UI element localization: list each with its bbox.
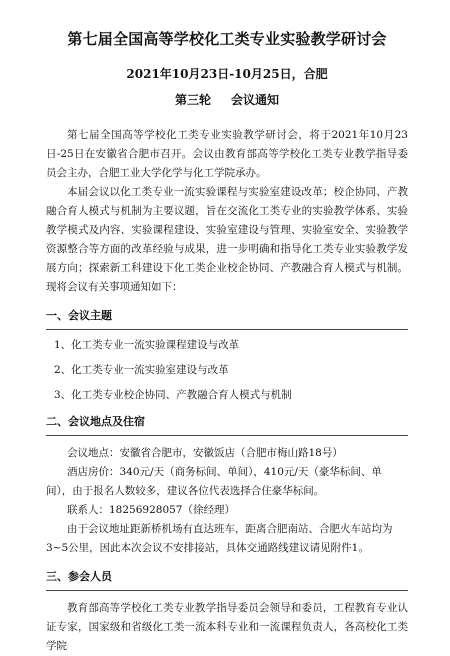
section-divider [46, 329, 408, 330]
intro-paragraph-2: 本届会议以化工类专业一流实验课程与实验室建设改革；校企协同、产教融合育人模式与机制为主要议题，旨在交流化工类专业的实验教学体系、实验教学模式及内容、实验课程建设、实验室建设与管理、实验室安全、实验教学资源整合等方面的改革经验与成果，进一步明确和指导化工类专业实验教学发展方向；探索新工科建设下化工类企业校企协同、产教融合育人模式与机制。现将会议有关事项通知如下： [46, 186, 408, 293]
transport-note: 由于会议地址距新桥机场有直达班车，距离合肥南站、合肥火车站均为3~5公里，因此本次会议不安排接站，具体交通路线建议请见附件1。 [46, 523, 393, 554]
hotel-price: 酒店房价：340元/天（商务标间、单间），410元/天（豪华标间、单间），由于报名人数较多，建议各位代表选择合住豪华标间。 [46, 466, 382, 497]
notice-label: 会议通知 [231, 93, 280, 107]
theme-item: 3、化工类专业校企协同、产教融合育人模式与机制 [54, 389, 292, 401]
contact-person: 联系人：18256928057（徐经理） [67, 504, 235, 516]
section-divider [46, 435, 408, 436]
document-page [0, 28, 450, 652]
section-heading-theme: 一、会议主题 [46, 309, 112, 322]
intro-paragraph-1: 第七届全国高等学校化工类专业实验教学研讨会，将于2021年10月23日-25日在安徽省合肥市召开。会议由教育部高等学校化工类专业教学指导委员会主办，合肥工业大学化学与化工学院承办。 [46, 129, 408, 179]
round-label: 第三轮 [174, 93, 211, 107]
document-title: 第七届全国高等学校化工类专业实验教学研讨会 [67, 30, 387, 48]
notice-heading [46, 91, 408, 108]
attendees-text: 教育部高等学校化工类专业教学指导委员会领导和委员，工程教育专业认证专家，国家级和省级化工类一流本科专业和一流课程负责人，各高校化工类学院 [46, 602, 408, 652]
section-heading-venue: 二、会议地点及住宿 [46, 415, 145, 428]
venue-location: 会议地点：安徽省合肥市，安徽饭店（合肥市梅山路18号） [67, 447, 343, 459]
section-divider [46, 590, 408, 591]
theme-item: 2、化工类专业一流实验室建设与改革 [54, 364, 229, 376]
section-heading-attendees: 三、参会人员 [46, 570, 112, 583]
date-place: 2021年10月23日-10月25日，合肥 [126, 67, 328, 81]
theme-item: 1、化工类专业一流实验课程建设与改革 [54, 339, 240, 351]
